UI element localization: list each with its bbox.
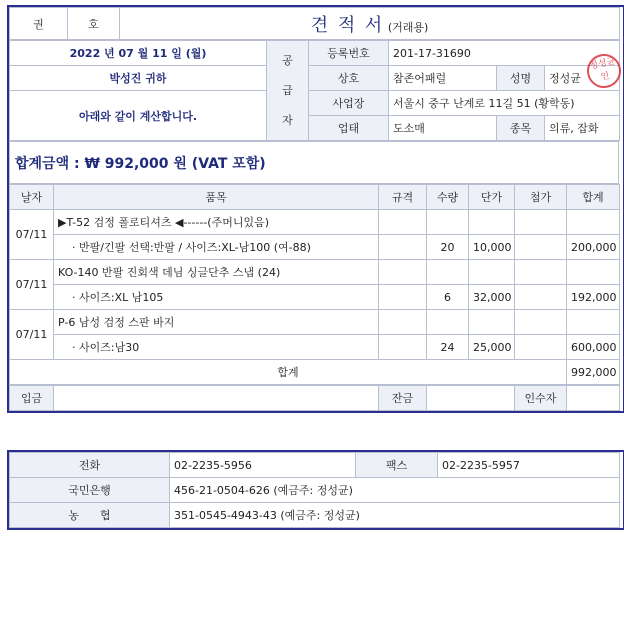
reg-number-label: 등록번호: [309, 41, 389, 66]
item-detail: · 반팔/긴팔 선택:반팔 / 사이즈:XL-남100 (여-88): [54, 235, 379, 260]
empty-cell: [427, 260, 469, 285]
estimate-form: [7, 5, 624, 413]
deposit-value: [54, 386, 379, 411]
table-row: [10, 310, 620, 335]
issue-date: 2022 년 07 월 11 일 (월): [10, 41, 267, 66]
seal-text: 정성균인: [588, 56, 617, 83]
table-row: [10, 235, 620, 260]
document-title: 견 적 서: [310, 14, 385, 36]
item-sum: 600,000: [567, 335, 620, 360]
empty-cell: [469, 210, 515, 235]
bank1-label: 국민은행: [10, 478, 170, 503]
fax-value: 02-2235-5957: [438, 453, 620, 478]
item-name: KO-140 반팔 진회색 데님 싱글단추 스냅 (24): [54, 260, 379, 285]
item-qty: 6: [427, 285, 469, 310]
receiver-value: [567, 386, 620, 411]
item-date: 07/11: [10, 310, 54, 360]
title-cell: [120, 8, 620, 40]
item-price: 10,000: [469, 235, 515, 260]
payment-table: [9, 385, 620, 411]
address-value: 서울시 중구 난계로 11길 51 (황학동): [389, 91, 620, 116]
empty-cell: [379, 310, 427, 335]
deposit-label: 입금: [10, 386, 54, 411]
empty-cell: [427, 210, 469, 235]
item-detail: · 사이즈:남30: [54, 335, 379, 360]
empty-cell: [427, 310, 469, 335]
total-amount-table: [9, 141, 619, 184]
item-sum: 192,000: [567, 285, 620, 310]
item-spec: [379, 335, 427, 360]
col-price: 단가: [469, 185, 515, 210]
sum-row: [10, 360, 620, 385]
item-extra: [515, 235, 567, 260]
biz-type-value: 도소매: [389, 116, 497, 141]
sum-label: 합계: [10, 360, 567, 385]
col-sum: 합계: [567, 185, 620, 210]
sum-value: 992,000: [567, 360, 620, 385]
phone-value: 02-2235-5956: [170, 453, 356, 478]
empty-cell: [567, 210, 620, 235]
item-qty: 24: [427, 335, 469, 360]
item-extra: [515, 335, 567, 360]
contact-table: [9, 452, 620, 528]
number-label: 호: [68, 8, 120, 40]
recipient-message: 아래와 같이 계산합니다.: [10, 91, 267, 141]
contact-box: [7, 450, 624, 530]
biz-item-label: 종목: [497, 116, 545, 141]
table-row: [10, 285, 620, 310]
table-row: [10, 260, 620, 285]
balance-value: [427, 386, 515, 411]
empty-cell: [379, 210, 427, 235]
empty-cell: [515, 310, 567, 335]
owner-name-cell: [545, 56, 620, 91]
address-label: 사업장: [309, 91, 389, 116]
item-extra: [515, 285, 567, 310]
item-spec: [379, 285, 427, 310]
empty-cell: [515, 260, 567, 285]
item-price: 32,000: [469, 285, 515, 310]
phone-label: 전화: [10, 453, 170, 478]
document-subtitle: (거래용): [387, 20, 429, 34]
col-spec: 규격: [379, 185, 427, 210]
empty-cell: [515, 210, 567, 235]
table-row: [10, 210, 620, 235]
item-detail: · 사이즈:XL 남105: [54, 285, 379, 310]
owner-name-value: 정성균: [549, 72, 581, 85]
item-price: 25,000: [469, 335, 515, 360]
empty-cell: [567, 260, 620, 285]
item-date: 07/11: [10, 260, 54, 310]
biz-item-value: 의류, 잡화: [545, 116, 620, 141]
empty-cell: [469, 260, 515, 285]
supplier-label-1: 공: [282, 53, 293, 67]
items-table: [9, 184, 620, 385]
item-name: P-6 남성 검정 스판 바지: [54, 310, 379, 335]
col-item: 품목: [54, 185, 379, 210]
supplier-label-2: 급: [282, 83, 293, 97]
receiver-label: 인수자: [515, 386, 567, 411]
empty-cell: [567, 310, 620, 335]
supplier-label-3: 자: [282, 113, 293, 127]
bank1-value: 456-21-0504-626 (예금주: 정성균): [170, 478, 620, 503]
item-qty: 20: [427, 235, 469, 260]
company-value: 참존어패럴: [389, 66, 497, 91]
empty-cell: [469, 310, 515, 335]
item-date: 07/11: [10, 210, 54, 260]
bank2-label: 농 협: [10, 503, 170, 528]
reg-number-value: 201-17-31690: [389, 41, 620, 66]
col-extra: 첨가: [515, 185, 567, 210]
col-qty: 수량: [427, 185, 469, 210]
fax-label: 팩스: [356, 453, 438, 478]
biz-type-label: 업태: [309, 116, 389, 141]
empty-cell: [379, 260, 427, 285]
item-name: ▶T-52 검정 폴로티셔츠 ◀------(주머니있음): [54, 210, 379, 235]
col-date: 날자: [10, 185, 54, 210]
owner-name-label: 성명: [497, 66, 545, 91]
bank2-value: 351-0545-4943-43 (예금주: 정성균): [170, 503, 620, 528]
total-amount: 합계금액 : ₩ 992,000 원 (VAT 포함): [10, 142, 619, 184]
supplier-group-label: [267, 41, 309, 141]
supplier-table: [9, 40, 620, 141]
item-spec: [379, 235, 427, 260]
table-row: [10, 335, 620, 360]
company-label: 상호: [309, 66, 389, 91]
item-sum: 200,000: [567, 235, 620, 260]
balance-label: 잔금: [379, 386, 427, 411]
header-table: [9, 7, 620, 40]
book-label: 권: [10, 8, 68, 40]
recipient-name: 박성진 귀하: [10, 66, 267, 91]
